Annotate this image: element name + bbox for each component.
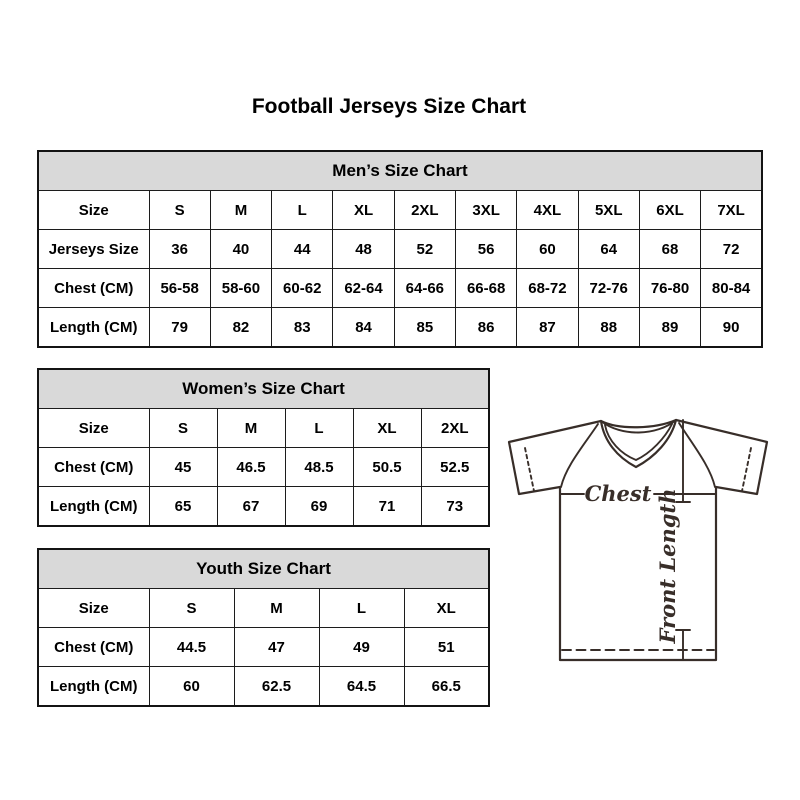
size-value-cell: 64.5	[319, 667, 404, 707]
table-title: Youth Size Chart	[38, 549, 489, 589]
size-value-cell: 7XL	[701, 191, 762, 230]
table-row	[38, 448, 489, 487]
table-title: Women’s Size Chart	[38, 369, 489, 409]
table-title: Men’s Size Chart	[38, 151, 762, 191]
size-value-cell: 71	[353, 487, 421, 527]
size-value-cell: 62-64	[333, 269, 394, 308]
size-value-cell: XL	[333, 191, 394, 230]
size-value-cell: 68-72	[517, 269, 578, 308]
table-row	[38, 628, 489, 667]
size-value-cell: 48	[333, 230, 394, 269]
size-value-cell: 65	[149, 487, 217, 527]
size-value-cell: 2XL	[421, 409, 489, 448]
size-value-cell: 79	[149, 308, 210, 348]
size-value-cell: 89	[639, 308, 700, 348]
table-row	[38, 230, 762, 269]
size-value-cell: 56	[455, 230, 516, 269]
row-label: Length (CM)	[38, 667, 149, 707]
size-value-cell: 46.5	[217, 448, 285, 487]
size-value-cell: M	[234, 589, 319, 628]
size-value-cell: 44	[272, 230, 333, 269]
table-row	[38, 191, 762, 230]
row-label: Chest (CM)	[38, 269, 149, 308]
size-value-cell: 72	[701, 230, 762, 269]
table-row	[38, 487, 489, 527]
size-value-cell: 3XL	[455, 191, 516, 230]
size-value-cell: 67	[217, 487, 285, 527]
front-length-label: Front Length	[655, 488, 680, 644]
jersey-diagram	[505, 404, 770, 666]
size-value-cell: 40	[210, 230, 271, 269]
size-value-cell: 76-80	[639, 269, 700, 308]
size-value-cell: 84	[333, 308, 394, 348]
size-value-cell: 64-66	[394, 269, 455, 308]
size-value-cell: 58-60	[210, 269, 271, 308]
size-value-cell: M	[210, 191, 271, 230]
size-value-cell: 52.5	[421, 448, 489, 487]
table-header-row	[38, 369, 489, 409]
table-row	[38, 667, 489, 707]
row-label: Size	[38, 191, 149, 230]
womens-size-table	[37, 368, 490, 527]
table-row	[38, 308, 762, 348]
size-value-cell: 49	[319, 628, 404, 667]
cuff-dashed-line-left	[525, 448, 534, 491]
size-value-cell: L	[272, 191, 333, 230]
size-value-cell: 50.5	[353, 448, 421, 487]
jersey-illustration	[505, 404, 770, 666]
row-label: Size	[38, 409, 149, 448]
cuff-dashed-line-right	[742, 448, 751, 491]
row-label: Jerseys Size	[38, 230, 149, 269]
size-value-cell: 51	[404, 628, 489, 667]
size-value-cell: 52	[394, 230, 455, 269]
size-value-cell: 68	[639, 230, 700, 269]
size-value-cell: 66-68	[455, 269, 516, 308]
size-value-cell: 62.5	[234, 667, 319, 707]
size-value-cell: 2XL	[394, 191, 455, 230]
size-value-cell: XL	[404, 589, 489, 628]
size-value-cell: L	[319, 589, 404, 628]
size-value-cell: 4XL	[517, 191, 578, 230]
size-value-cell: 73	[421, 487, 489, 527]
armhole-seam-right	[679, 423, 715, 487]
size-value-cell: S	[149, 409, 217, 448]
size-value-cell: 82	[210, 308, 271, 348]
jersey-outline	[509, 420, 767, 660]
size-value-cell: 88	[578, 308, 639, 348]
row-label: Length (CM)	[38, 308, 149, 348]
mens-size-table	[37, 150, 763, 348]
table-row	[38, 409, 489, 448]
size-value-cell: 6XL	[639, 191, 700, 230]
youth-size-table	[37, 548, 490, 707]
size-value-cell: 69	[285, 487, 353, 527]
size-value-cell: 60	[149, 667, 234, 707]
size-value-cell: S	[149, 589, 234, 628]
table-row	[38, 269, 762, 308]
size-value-cell: S	[149, 191, 210, 230]
page-title: Football Jerseys Size Chart	[251, 95, 527, 118]
size-value-cell: 85	[394, 308, 455, 348]
row-label: Length (CM)	[38, 487, 149, 527]
size-value-cell: L	[285, 409, 353, 448]
size-value-cell: 80-84	[701, 269, 762, 308]
size-value-cell: 83	[272, 308, 333, 348]
size-value-cell: 86	[455, 308, 516, 348]
chest-label: Chest	[584, 481, 652, 506]
table-header-row	[38, 151, 762, 191]
size-value-cell: 56-58	[149, 269, 210, 308]
row-label: Chest (CM)	[38, 448, 149, 487]
size-value-cell: 60	[517, 230, 578, 269]
size-value-cell: 36	[149, 230, 210, 269]
armhole-seam-left	[561, 424, 598, 487]
size-value-cell: 66.5	[404, 667, 489, 707]
size-value-cell: 64	[578, 230, 639, 269]
row-label: Chest (CM)	[38, 628, 149, 667]
size-value-cell: 90	[701, 308, 762, 348]
size-value-cell: XL	[353, 409, 421, 448]
size-value-cell: 45	[149, 448, 217, 487]
size-value-cell: 44.5	[149, 628, 234, 667]
size-value-cell: 5XL	[578, 191, 639, 230]
table-header-row	[38, 549, 489, 589]
size-value-cell: 60-62	[272, 269, 333, 308]
size-value-cell: 72-76	[578, 269, 639, 308]
size-value-cell: 48.5	[285, 448, 353, 487]
row-label: Size	[38, 589, 149, 628]
size-value-cell: 47	[234, 628, 319, 667]
size-value-cell: M	[217, 409, 285, 448]
size-value-cell: 87	[517, 308, 578, 348]
table-row	[38, 589, 489, 628]
